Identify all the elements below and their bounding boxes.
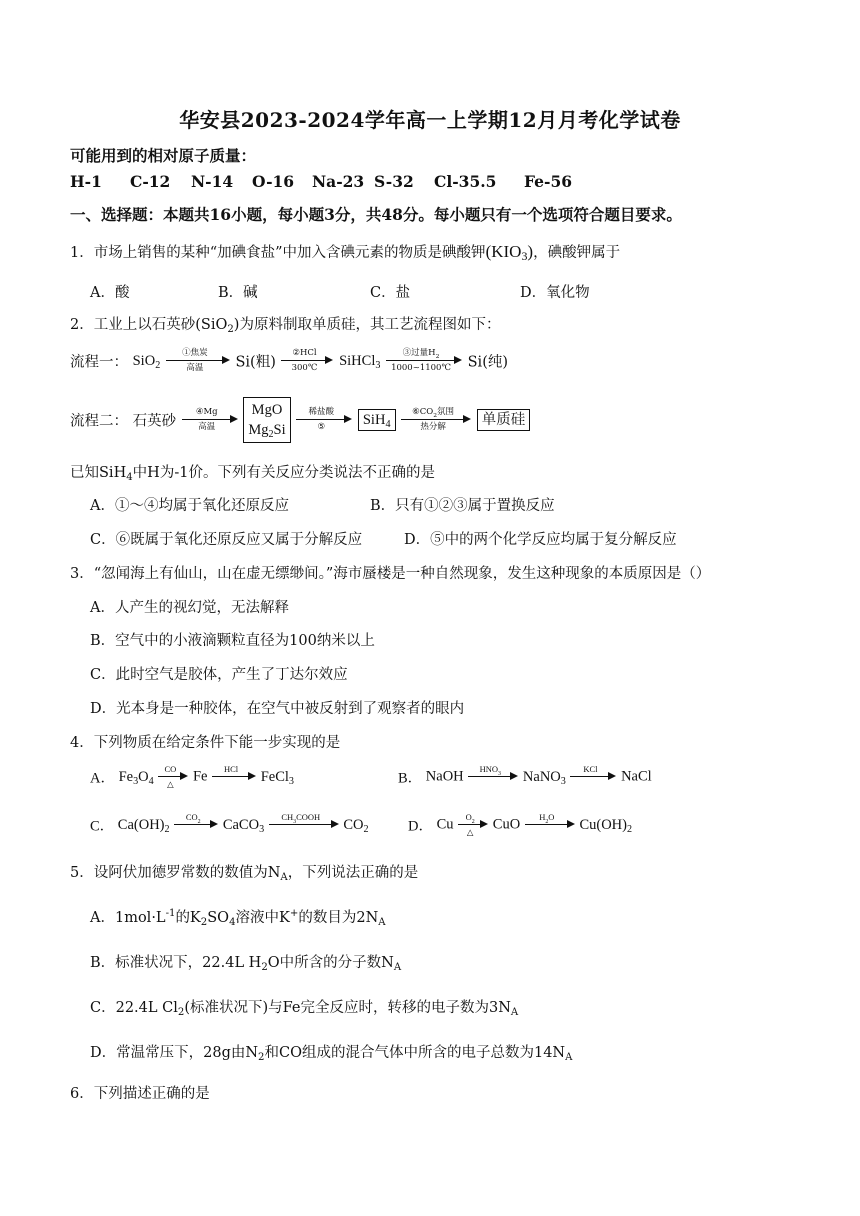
atomic-mass-item: S-32 xyxy=(374,172,414,191)
question-3-option-a: A．人产生的视幻觉，无法解释 xyxy=(90,600,289,616)
flow-2-arrow-1: ④Mg 高温 xyxy=(182,407,238,433)
question-5-option-b: B．标准状况下，22.4L $H_2O$中所含的分子数$N_A$ xyxy=(90,955,402,973)
question-4-option-c: C． $Ca(OH)_2$ $CO_2$ CaCO$_3$ $CH_3COOH$ $CO_2$ xyxy=(90,812,369,835)
question-4-stem: 4．下列物质在给定条件下能一步实现的是 xyxy=(70,735,341,751)
question-2-note: 已知SiH$_4$中H为-1价。下列有关反应分类说法不正确的是 xyxy=(70,465,435,483)
atomic-mass-item: Na-23 xyxy=(312,172,365,191)
flow-1-label: 流程一： xyxy=(70,354,128,371)
question-2-stem: 2．工业上以石英砂(SiO$_2$)为原料制取单质硅，其工艺流程图如下： xyxy=(70,317,501,335)
question-2-option-b: B．只有①②③属于置换反应 xyxy=(370,498,555,514)
flow-1-pure-silicon: Si(纯) xyxy=(467,354,509,371)
question-5-option-a: A．$1mol\cdot L^{-1}$的$K_2SO_4$溶液中K+的数目为$2N_A$ xyxy=(90,908,386,928)
section-heading: 一、选择题：本题共16小题，每小题3分，共48分。每小题只有一个选项符合题目要求。 xyxy=(70,205,682,224)
flow-2-product-box: MgO $Mg_2Si$ xyxy=(243,397,290,443)
exam-title: 华安县2023-2024学年高一上学期12月月考化学试卷 xyxy=(179,108,681,132)
flow-1-arrow-1: ①焦炭 高温 xyxy=(166,348,230,374)
flow-1-trichlorosilane: SiHCl$_3$ xyxy=(339,352,381,371)
atomic-mass-heading: 可能用到的相对原子质量： xyxy=(70,146,257,165)
flow-2-label: 流程二： xyxy=(70,413,128,430)
question-5-option-d: D．常温常压下，28g由$N_2$和CO组成的混合气体中所含的电子总数为$14N_A$ xyxy=(90,1045,573,1063)
question-1-text-b: ，碘酸钾属于 xyxy=(533,245,621,261)
question-1-formula: $(KIO_3)$ xyxy=(485,242,534,263)
question-2-option-c: C．⑥既属于氧化还原反应又属于分解反应 xyxy=(90,532,363,548)
atomic-mass-item: H-1 xyxy=(70,172,102,191)
question-1-stem xyxy=(70,241,620,262)
question-2-option-d: D．⑤中的两个化学反应均属于复分解反应 xyxy=(404,532,677,548)
question-4-option-d: D． Cu $O_2$ △ CuO $H_2O$ $Cu(OH)_2$ xyxy=(408,812,633,837)
question-3-option-b: B．空气中的小液滴颗粒直径为100纳米以上 xyxy=(90,633,375,649)
flow-1-arrow-2: ②HCl 300℃ xyxy=(281,348,333,374)
atomic-mass-item: Fe-56 xyxy=(524,172,573,191)
question-1-option-d: D．氧化物 xyxy=(520,285,590,301)
question-2-option-a: A．①～④均属于氧化还原反应 xyxy=(90,498,289,514)
question-4-option-a: A． $Fe_3O_4$ CO △ Fe HCl FeCl$_3$ xyxy=(90,764,294,789)
process-flow-2 xyxy=(70,397,530,443)
question-6-stem: 6．下列描述正确的是 xyxy=(70,1086,210,1102)
process-flow-1 xyxy=(70,348,508,374)
question-5-option-c: C．22.4L $Cl_2$(标准状况下)与Fe完全反应时，转移的电子数为$3N_A$ xyxy=(90,1000,519,1018)
question-1-text-a: 1．市场上销售的某种“加碘食盐”中加入含碘元素的物质是碘酸钾 xyxy=(70,245,486,261)
question-1-option-c: C．盐 xyxy=(370,285,411,301)
atomic-mass-item: N-14 xyxy=(191,172,234,191)
atomic-mass-item: Cl-35.5 xyxy=(434,172,497,191)
question-1-option-b: B．碱 xyxy=(218,285,258,301)
flow-2-silane-box: SiH$_4$ xyxy=(358,409,396,431)
flow-1-crude-silicon: Si(粗) xyxy=(235,354,276,371)
flow-1-arrow-3: ③过量$H_2$ 1000~1100℃ xyxy=(386,348,462,374)
flow-2-silicon-box: 单质硅 xyxy=(477,409,531,431)
atomic-mass-item: C-12 xyxy=(130,172,171,191)
flow-2-quartz-sand: 石英砂 xyxy=(132,413,177,430)
atomic-mass-item: O-16 xyxy=(252,172,295,191)
flow-2-arrow-2: 稀盐酸 ⑤ xyxy=(296,407,352,433)
flow-1-reactant: SiO$_2$ xyxy=(132,352,161,371)
question-3-stem: 3．“忽闻海上有仙山，山在虚无缥缈间。”海市蜃楼是一种自然现象，发生这种现象的本质原因是（） xyxy=(70,566,711,582)
flow-2-arrow-3: $⑥CO_2$氛围 热分解 xyxy=(401,407,471,433)
question-1-option-a: A．酸 xyxy=(90,285,130,301)
question-3-option-d: D．光本身是一种胶体，在空气中被反射到了观察者的眼内 xyxy=(90,701,465,717)
question-3-option-c: C．此时空气是胶体，产生了丁达尔效应 xyxy=(90,667,348,683)
question-4-option-b: B． NaOH $HNO_3$ NaNO$_3$ KCl NaCl xyxy=(398,764,652,787)
question-5-stem: 5．设阿伏加德罗常数的数值为$N_A$，下列说法正确的是 xyxy=(70,865,419,883)
